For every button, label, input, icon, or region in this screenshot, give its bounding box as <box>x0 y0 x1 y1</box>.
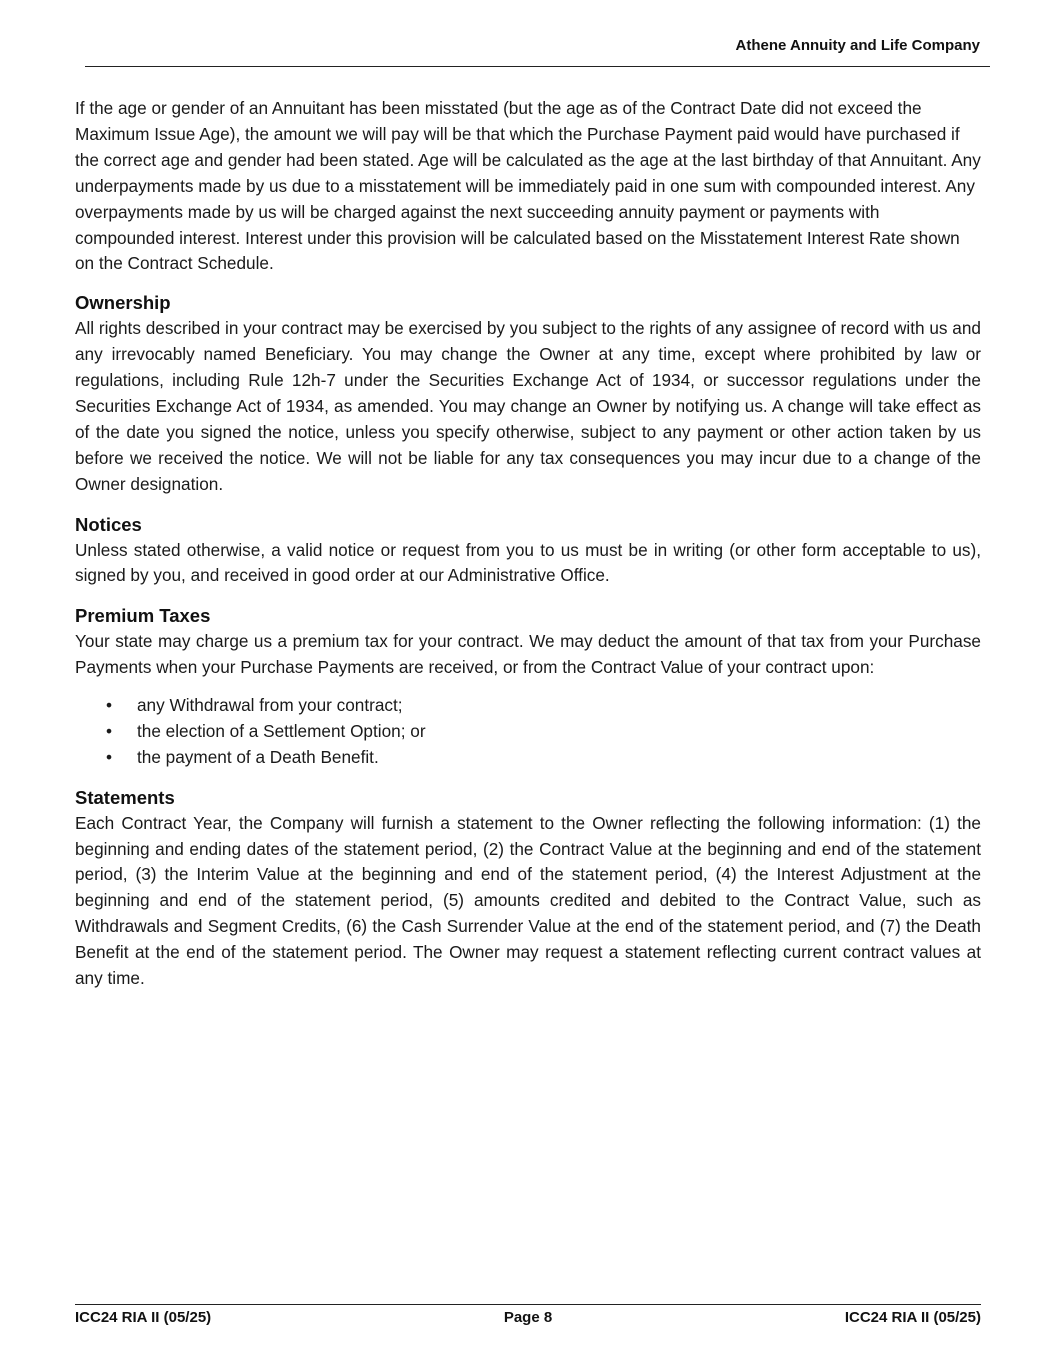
list-item <box>75 745 981 771</box>
list-item <box>75 719 981 745</box>
notices-paragraph: Unless stated otherwise, a valid notice or request from you to us must be in writing (or other form acceptable to us), signed by you, and received in good order at our Administrative Office. <box>75 539 981 586</box>
page-number: Page 8 <box>503 1309 553 1326</box>
form-number-left: ICC24 RIA II (05/25) <box>75 1309 212 1326</box>
list-item-text: any Withdrawal from your contract; <box>137 695 403 716</box>
list-item <box>75 693 981 719</box>
bullet-icon: • <box>106 746 113 767</box>
premium-taxes-heading: Premium Taxes <box>75 605 211 627</box>
form-number-right: ICC24 RIA II (05/25) <box>844 1309 981 1326</box>
misstatement-paragraph: If the age or gender of an Annuitant has been misstated (but the age as of the Contract Date did not exceed the Maximum Issue Age), the amount we will pay will be that which the Purchase Payment paid would have purchased if the correct age and gender had been stated. Age will be calculated as the age at the last birthday of that Annuitant. Any underpayments made by us due to a misstatement will be immediately paid in one sum with compounded interest. Any overpayments made by us will be charged against the next succeeding annuity payment or payments with compounded interest. Interest under this provision will be calculated based on the Misstatement Interest Rate shown on the Contract Schedule. <box>75 98 981 274</box>
page-header <box>85 34 990 67</box>
notices-heading: Notices <box>75 513 142 535</box>
premium-taxes-paragraph: Your state may charge us a premium tax for your contract. We may deduct the amount of that tax from your Purchase Payments when your Purchase Payments are received, or from the Contract Value of your contract upon: <box>75 631 981 678</box>
list-item-text: the election of a Settlement Option; or <box>137 720 426 741</box>
page-footer <box>75 1304 981 1335</box>
document-body <box>75 96 981 992</box>
bullet-icon: • <box>106 720 113 741</box>
premium-taxes-list <box>75 693 981 771</box>
company-name: Athene Annuity and Life Company <box>735 37 980 54</box>
bullet-icon: • <box>106 695 113 716</box>
list-item-text: the payment of a Death Benefit. <box>137 746 379 767</box>
statements-heading: Statements <box>75 786 175 808</box>
ownership-heading: Ownership <box>75 292 171 314</box>
statements-paragraph: Each Contract Year, the Company will furnish a statement to the Owner reflecting the following information: (1) the beginning and ending dates of the statement period, (2) the Contract Value at the beginning and end of the statement period, (3) the Interim Value at the beginning and end of the statement period, (4) the Interest Adjustment at the beginning and end of the statement period, (5) amounts credited and debited to the Contract Value, such as Withdrawals and Segment Credits, (6) the Cash Surrender Value at the end of the statement period, and (7) the Death Benefit at the end of the statement period. The Owner may request a statement reflecting current contract values at any time. <box>75 812 981 989</box>
ownership-paragraph: All rights described in your contract may be exercised by you subject to the rights of any assignee of record with us and any irrevocably named Beneficiary. You may change the Owner at any time, except where prohibited by law or regulations, including Rule 12h-7 under the Securities Exchange Act of 1934, or successor regulations under the Securities Exchange Act of 1934, as amended. You may change an Owner by notifying us. A change will take effect as of the date you signed the notice, unless you specify otherwise, subject to any payment or other action taken by us before we received the notice. We will not be liable for any tax consequences you may incur due to a change of the Owner designation. <box>75 318 981 494</box>
